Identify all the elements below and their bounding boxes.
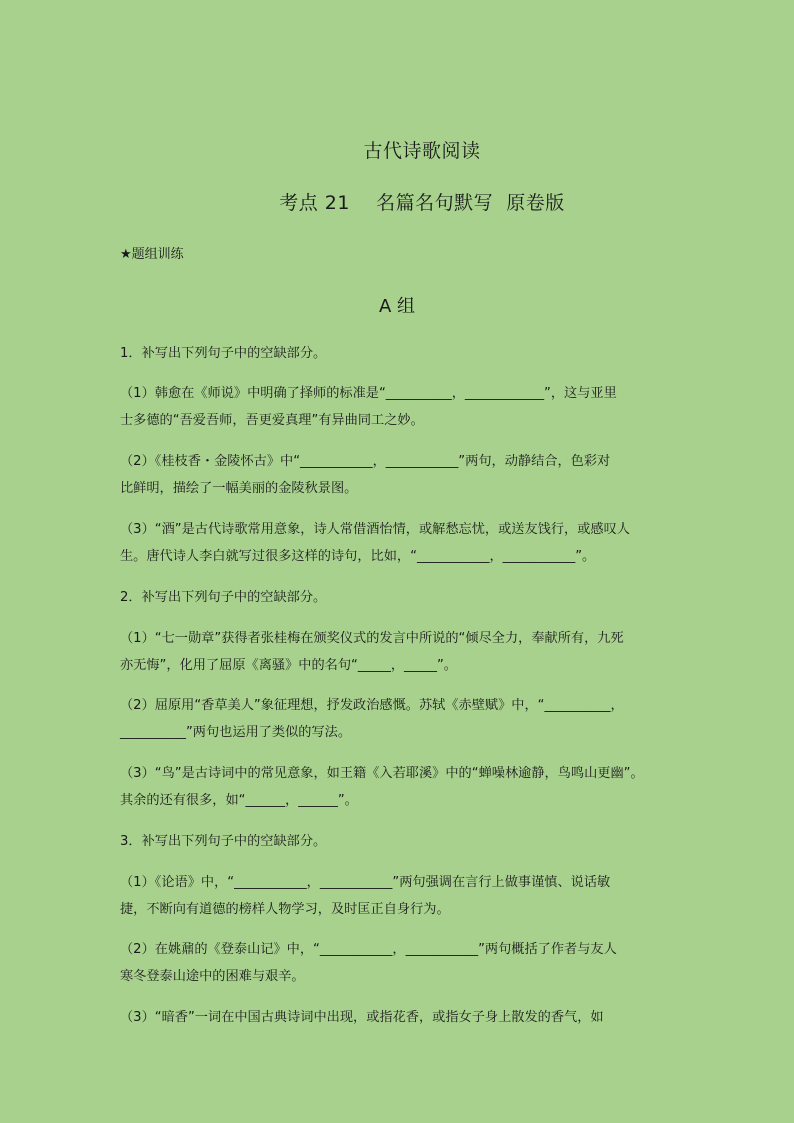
question-3-heading: 3．补写出下列句子中的空缺部分。 xyxy=(120,834,327,849)
document-title: 古代诗歌阅读 xyxy=(363,140,481,162)
question-2-item-2-line-2: __________”两句也运用了类似的写法。 xyxy=(120,725,352,740)
document-subtitle-text: 考点 21 名篇名句默写 原卷版 xyxy=(279,192,565,214)
question-1-item-2-line-1: （2）《桂枝香・金陵怀古》中“___________，___________”两句，动静结合，色彩对 xyxy=(120,454,611,469)
training-label: ★题组训练 xyxy=(120,247,184,262)
question-1-heading: 1．补写出下列句子中的空缺部分。 xyxy=(120,346,327,361)
question-2-item-3-line-1: （3）“鸟”是古诗词中的常见意象，如王籍《入若耶溪》中的“蝉噪林逾静，鸟鸣山更幽”。 xyxy=(120,766,644,781)
question-1-item-2-line-2: 比鲜明，描绘了一幅美丽的金陵秋景图。 xyxy=(120,481,358,496)
group-title: A 组 xyxy=(378,296,416,317)
question-1-item-1-line-2: 士多德的“吾爱吾师，吾更爱真理”有异曲同工之妙。 xyxy=(120,413,424,428)
question-1-item-1-line-1: （1）韩愈在《师说》中明确了择师的标准是“__________，____________”，这与亚里 xyxy=(120,386,617,401)
question-3-item-3-line-1: （3）“暗香”一词在中国古典诗词中出现，或指花香，或指女子身上散发的香气，如 xyxy=(120,1010,604,1025)
question-3-item-2-line-2: 寒冬登泰山途中的困难与艰辛。 xyxy=(120,969,305,984)
question-3-item-2-line-1: （2）在姚鼐的《登泰山记》中，“___________，___________”两句概括了作者与友人 xyxy=(120,942,617,957)
document-subtitle xyxy=(0,188,794,215)
question-3-item-1-line-1: （1）《论语》中，“___________，___________”两句强调在言行上做事谨慎、说话敏 xyxy=(120,875,611,890)
question-2-item-1-line-2: 亦无悔”，化用了屈原《离骚》中的名句“_____，_____”。 xyxy=(120,658,457,673)
question-1-item-3-line-2: 生。唐代诗人李白就写过很多这样的诗句，比如，“___________，___________”。 xyxy=(120,549,596,564)
question-2-item-3-line-2: 其余的还有很多，如“______，______”。 xyxy=(120,793,358,808)
question-2-item-1-line-1: （1）“七一勋章”获得者张桂梅在颁奖仪式的发言中所说的“倾尽全力，奉献所有，九死 xyxy=(120,631,624,646)
question-3-item-1-line-2: 捷，不断向有道德的榜样人物学习，及时匡正自身行为。 xyxy=(120,902,450,917)
question-1-item-3-line-1: （3）“酒”是古代诗歌常用意象，诗人常借酒怡情，或解愁忘忧，或送友饯行，或感叹人 xyxy=(120,522,630,537)
question-2-item-2-line-1: （2）屈原用“香草美人”象征理想，抒发政治感慨。苏轼《赤壁赋》中，“__________， xyxy=(120,698,624,713)
question-2-heading: 2．补写出下列句子中的空缺部分。 xyxy=(120,590,327,605)
